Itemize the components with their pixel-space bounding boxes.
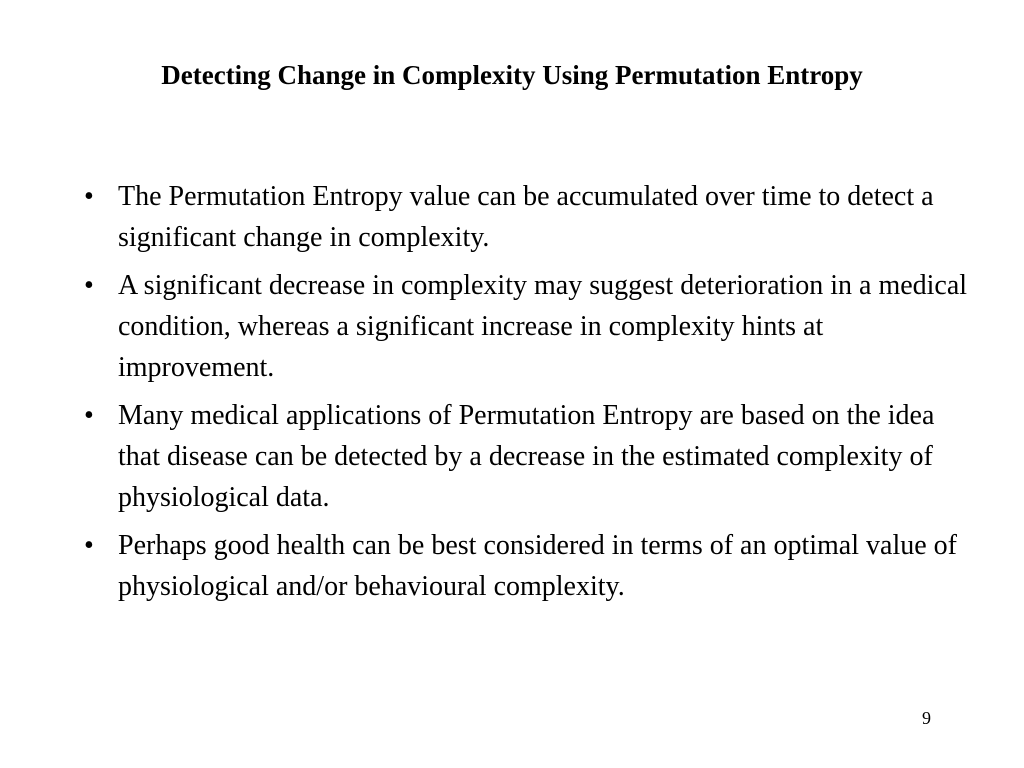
bullet-text: A significant decrease in complexity may suggest deterioration in a medical condition, whereas a significant increase in complexity hints at improvement. xyxy=(118,270,968,383)
bullet-text: Perhaps good health can be best considered in terms of an optimal value of physiological and/or behavioural complexity. xyxy=(118,530,957,602)
bullet-marker: • xyxy=(84,400,94,431)
bullet-text: Many medical applications of Permutation Entropy are based on the idea that disease can be detected by a decrease in the estimated complexity of physiological data. xyxy=(118,400,935,513)
bullet-item xyxy=(80,176,980,258)
bullet-item xyxy=(80,395,980,518)
bullet-marker: • xyxy=(84,270,94,301)
bullet-marker: • xyxy=(84,530,94,561)
bullet-item xyxy=(80,265,980,388)
page-number: 9 xyxy=(922,708,931,728)
bullet-item xyxy=(80,525,980,607)
bullet-text: The Permutation Entropy value can be accumulated over time to detect a significant change in complexity. xyxy=(118,181,934,253)
bullet-list xyxy=(80,176,980,614)
slide-title: Detecting Change in Complexity Using Permutation Entropy xyxy=(161,60,863,90)
bullet-marker: • xyxy=(84,181,94,212)
